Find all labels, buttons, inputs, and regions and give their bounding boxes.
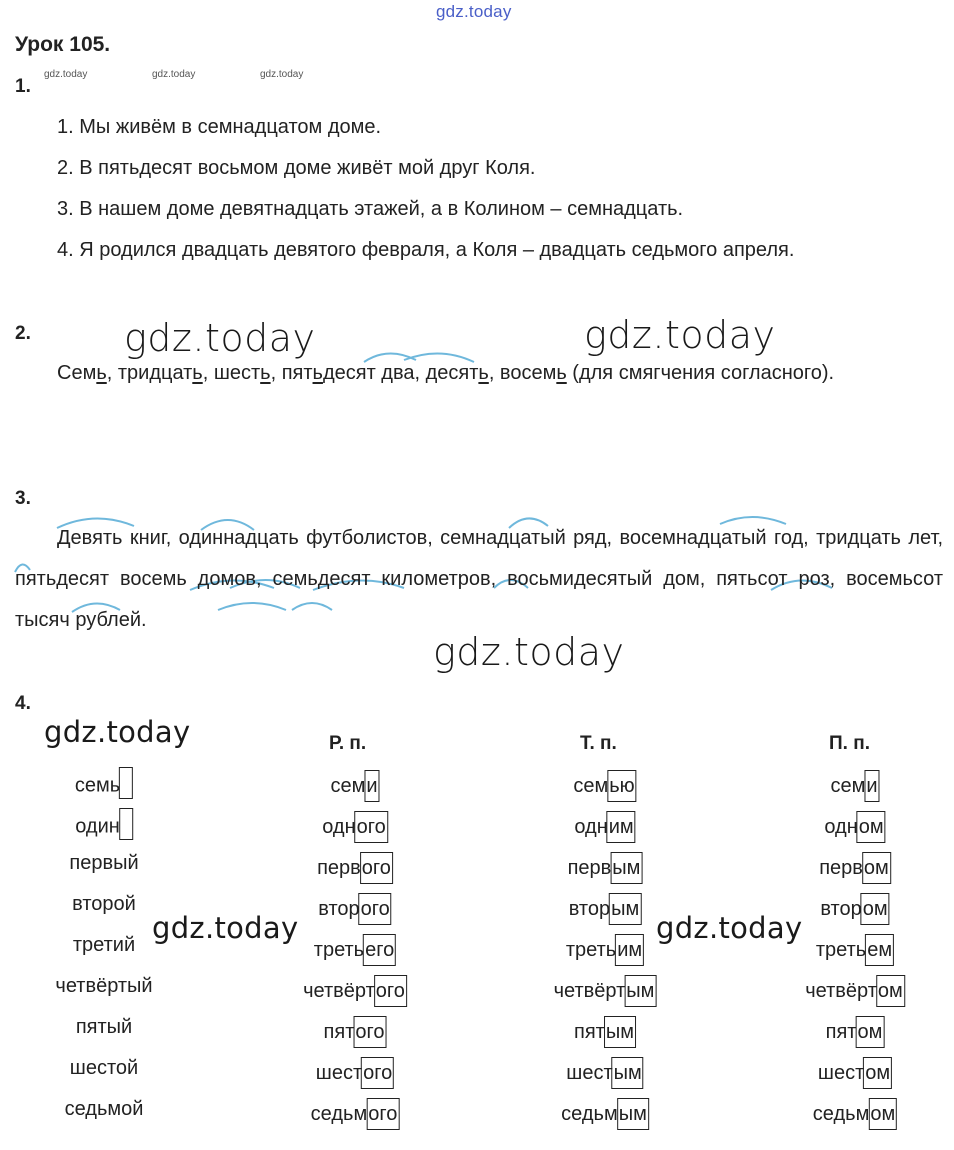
form-genitive xyxy=(318,893,391,925)
watermark-medium: gdz.today xyxy=(44,715,191,749)
watermark-small: gdz.today xyxy=(152,69,196,80)
form-genitive xyxy=(311,1098,400,1130)
word-stem: треть xyxy=(815,939,867,961)
ending-box: ого xyxy=(355,811,388,843)
task-2-text: Семь, тридцать, шесть, пятьдесят два, десять, восемь (для смягчения согласного). xyxy=(57,362,835,384)
task-3-number: 3. xyxy=(15,488,31,509)
word-stem: перв xyxy=(819,857,863,879)
lesson-title: Урок 105. xyxy=(15,33,111,56)
ending-box: ым xyxy=(604,1016,636,1048)
header-genitive: Р. п. xyxy=(329,733,367,754)
base-word xyxy=(55,975,152,998)
watermark-large: gdz.today xyxy=(584,313,776,357)
base-word xyxy=(73,934,135,957)
form-prepositional xyxy=(830,770,879,802)
word-stem: четвёрт xyxy=(805,980,877,1002)
ending-box: ом xyxy=(862,852,891,884)
ending-box: ого xyxy=(359,893,392,925)
form-prepositional xyxy=(805,975,905,1007)
task-1-line: 2. В пятьдесят восьмом доме живёт мой друг Коля. xyxy=(57,157,536,179)
base-word-text: семь xyxy=(74,774,121,797)
word-stem: втор xyxy=(820,898,862,920)
ending-box: ым xyxy=(617,1098,649,1130)
task-4-number: 4. xyxy=(15,693,31,714)
ending-box: ом xyxy=(863,1057,892,1089)
header-prepositional: П. п. xyxy=(829,733,870,754)
task-1-line: 3. В нашем доме девятнадцать этажей, а в Колином – семнадцать. xyxy=(57,198,684,220)
form-instrumental xyxy=(568,852,643,884)
word-stem: перв xyxy=(317,857,361,879)
ending-box: им xyxy=(607,811,636,843)
base-word xyxy=(72,893,136,916)
word-stem: перв xyxy=(567,857,612,879)
watermark-large: gdz.today xyxy=(124,316,316,360)
form-instrumental xyxy=(574,811,635,843)
watermark-medium: gdz.today xyxy=(656,911,803,945)
base-word-text: один xyxy=(75,815,120,838)
word-stem: седьм xyxy=(812,1103,870,1125)
watermark-top: gdz.today xyxy=(436,2,512,21)
watermark-medium: gdz.today xyxy=(152,911,299,945)
word-stem: сем xyxy=(573,775,609,797)
ending-box: ого xyxy=(360,852,393,884)
form-instrumental xyxy=(573,770,636,802)
task-1-number: 1. xyxy=(15,76,31,97)
base-word xyxy=(70,1057,138,1080)
word-stem: четвёрт xyxy=(303,980,375,1002)
form-instrumental xyxy=(566,934,644,966)
form-prepositional xyxy=(818,1057,892,1089)
form-genitive xyxy=(303,975,407,1007)
word-stem: треть xyxy=(313,939,365,961)
form-prepositional xyxy=(813,1098,897,1130)
base-word xyxy=(75,770,133,802)
watermark-small: gdz.today xyxy=(44,69,88,80)
word-stem: седьм xyxy=(561,1103,618,1125)
zero-ending-box xyxy=(119,808,133,840)
task-3-text: Девять книг, одиннадцать футболистов, семнадцатый ряд, восемнадцатый год, тридцать лет, пятьдесят восемь домов, семьдесят километров, восьмидесятый дом, пятьсот роз, восемьсот тысяч рублей. xyxy=(15,527,943,631)
word-stem: пят xyxy=(323,1021,355,1043)
form-genitive xyxy=(324,1016,387,1048)
form-genitive xyxy=(322,811,388,843)
ending-box: ом xyxy=(868,1098,897,1130)
ending-box: ом xyxy=(876,975,905,1007)
ending-box: ью xyxy=(607,770,636,802)
form-genitive xyxy=(316,1057,394,1089)
task-1-line: 1. Мы живём в семнадцатом доме. xyxy=(57,116,382,138)
word-stem: сем xyxy=(330,775,366,797)
word-stem: шест xyxy=(817,1062,865,1084)
header-instrumental: Т. п. xyxy=(580,733,617,754)
ending-box: ым xyxy=(612,1057,644,1089)
word-stem: сем xyxy=(830,775,866,797)
form-prepositional xyxy=(816,934,894,966)
ending-box: и xyxy=(364,770,379,802)
base-word-text: шестой xyxy=(69,1057,139,1079)
ending-box: ым xyxy=(609,893,641,925)
base-word-text: первый xyxy=(69,852,139,874)
form-prepositional xyxy=(824,811,885,843)
task-1-line: 4. Я родился двадцать девятого февраля, а Коля – двадцать седьмого апреля. xyxy=(57,239,795,261)
form-instrumental xyxy=(561,1098,649,1130)
word-stem: четвёрт xyxy=(553,980,626,1002)
ending-box: ого xyxy=(374,975,407,1007)
ending-box: ым xyxy=(610,852,642,884)
form-instrumental xyxy=(569,893,642,925)
form-genitive xyxy=(330,770,379,802)
ending-box: ом xyxy=(857,811,886,843)
ending-box: его xyxy=(363,934,396,966)
base-word-text: четвёртый xyxy=(55,975,153,997)
task-2-number: 2. xyxy=(15,323,31,344)
word-stem: седьм xyxy=(310,1103,368,1125)
form-instrumental xyxy=(554,975,657,1007)
form-prepositional xyxy=(819,852,891,884)
word-stem: одн xyxy=(322,816,356,838)
ending-box: ого xyxy=(366,1098,399,1130)
ending-box: ем xyxy=(865,934,894,966)
form-prepositional xyxy=(826,1016,885,1048)
watermark-small: gdz.today xyxy=(260,69,304,80)
base-word xyxy=(75,811,133,843)
ending-box: ого xyxy=(353,1016,386,1048)
ending-box: ого xyxy=(361,1057,394,1089)
ending-box: ым xyxy=(624,975,656,1007)
word-stem: шест xyxy=(315,1062,363,1084)
form-instrumental xyxy=(574,1016,636,1048)
word-stem: одн xyxy=(824,816,858,838)
form-instrumental xyxy=(566,1057,643,1089)
word-stem: шест xyxy=(566,1062,613,1084)
word-stem: втор xyxy=(318,898,360,920)
ending-box: ом xyxy=(861,893,890,925)
form-prepositional xyxy=(820,893,889,925)
base-word xyxy=(76,1016,132,1039)
ending-box: им xyxy=(615,934,644,966)
word-stem: пят xyxy=(574,1021,605,1043)
word-stem: втор xyxy=(568,898,611,920)
watermark-large: gdz.today xyxy=(433,630,625,674)
zero-ending-box xyxy=(119,767,133,799)
base-word xyxy=(65,1098,144,1121)
word-stem: треть xyxy=(565,939,617,961)
base-word-text: второй xyxy=(72,893,136,915)
word-stem: пят xyxy=(825,1021,857,1043)
word-stem: одн xyxy=(574,816,608,838)
base-word-text: третий xyxy=(72,934,136,956)
base-word xyxy=(69,852,138,875)
ending-box: ом xyxy=(855,1016,884,1048)
base-word-text: седьмой xyxy=(64,1098,144,1120)
ending-box: и xyxy=(864,770,879,802)
form-genitive xyxy=(314,934,396,966)
base-word-text: пятый xyxy=(75,1016,133,1038)
form-genitive xyxy=(317,852,393,884)
